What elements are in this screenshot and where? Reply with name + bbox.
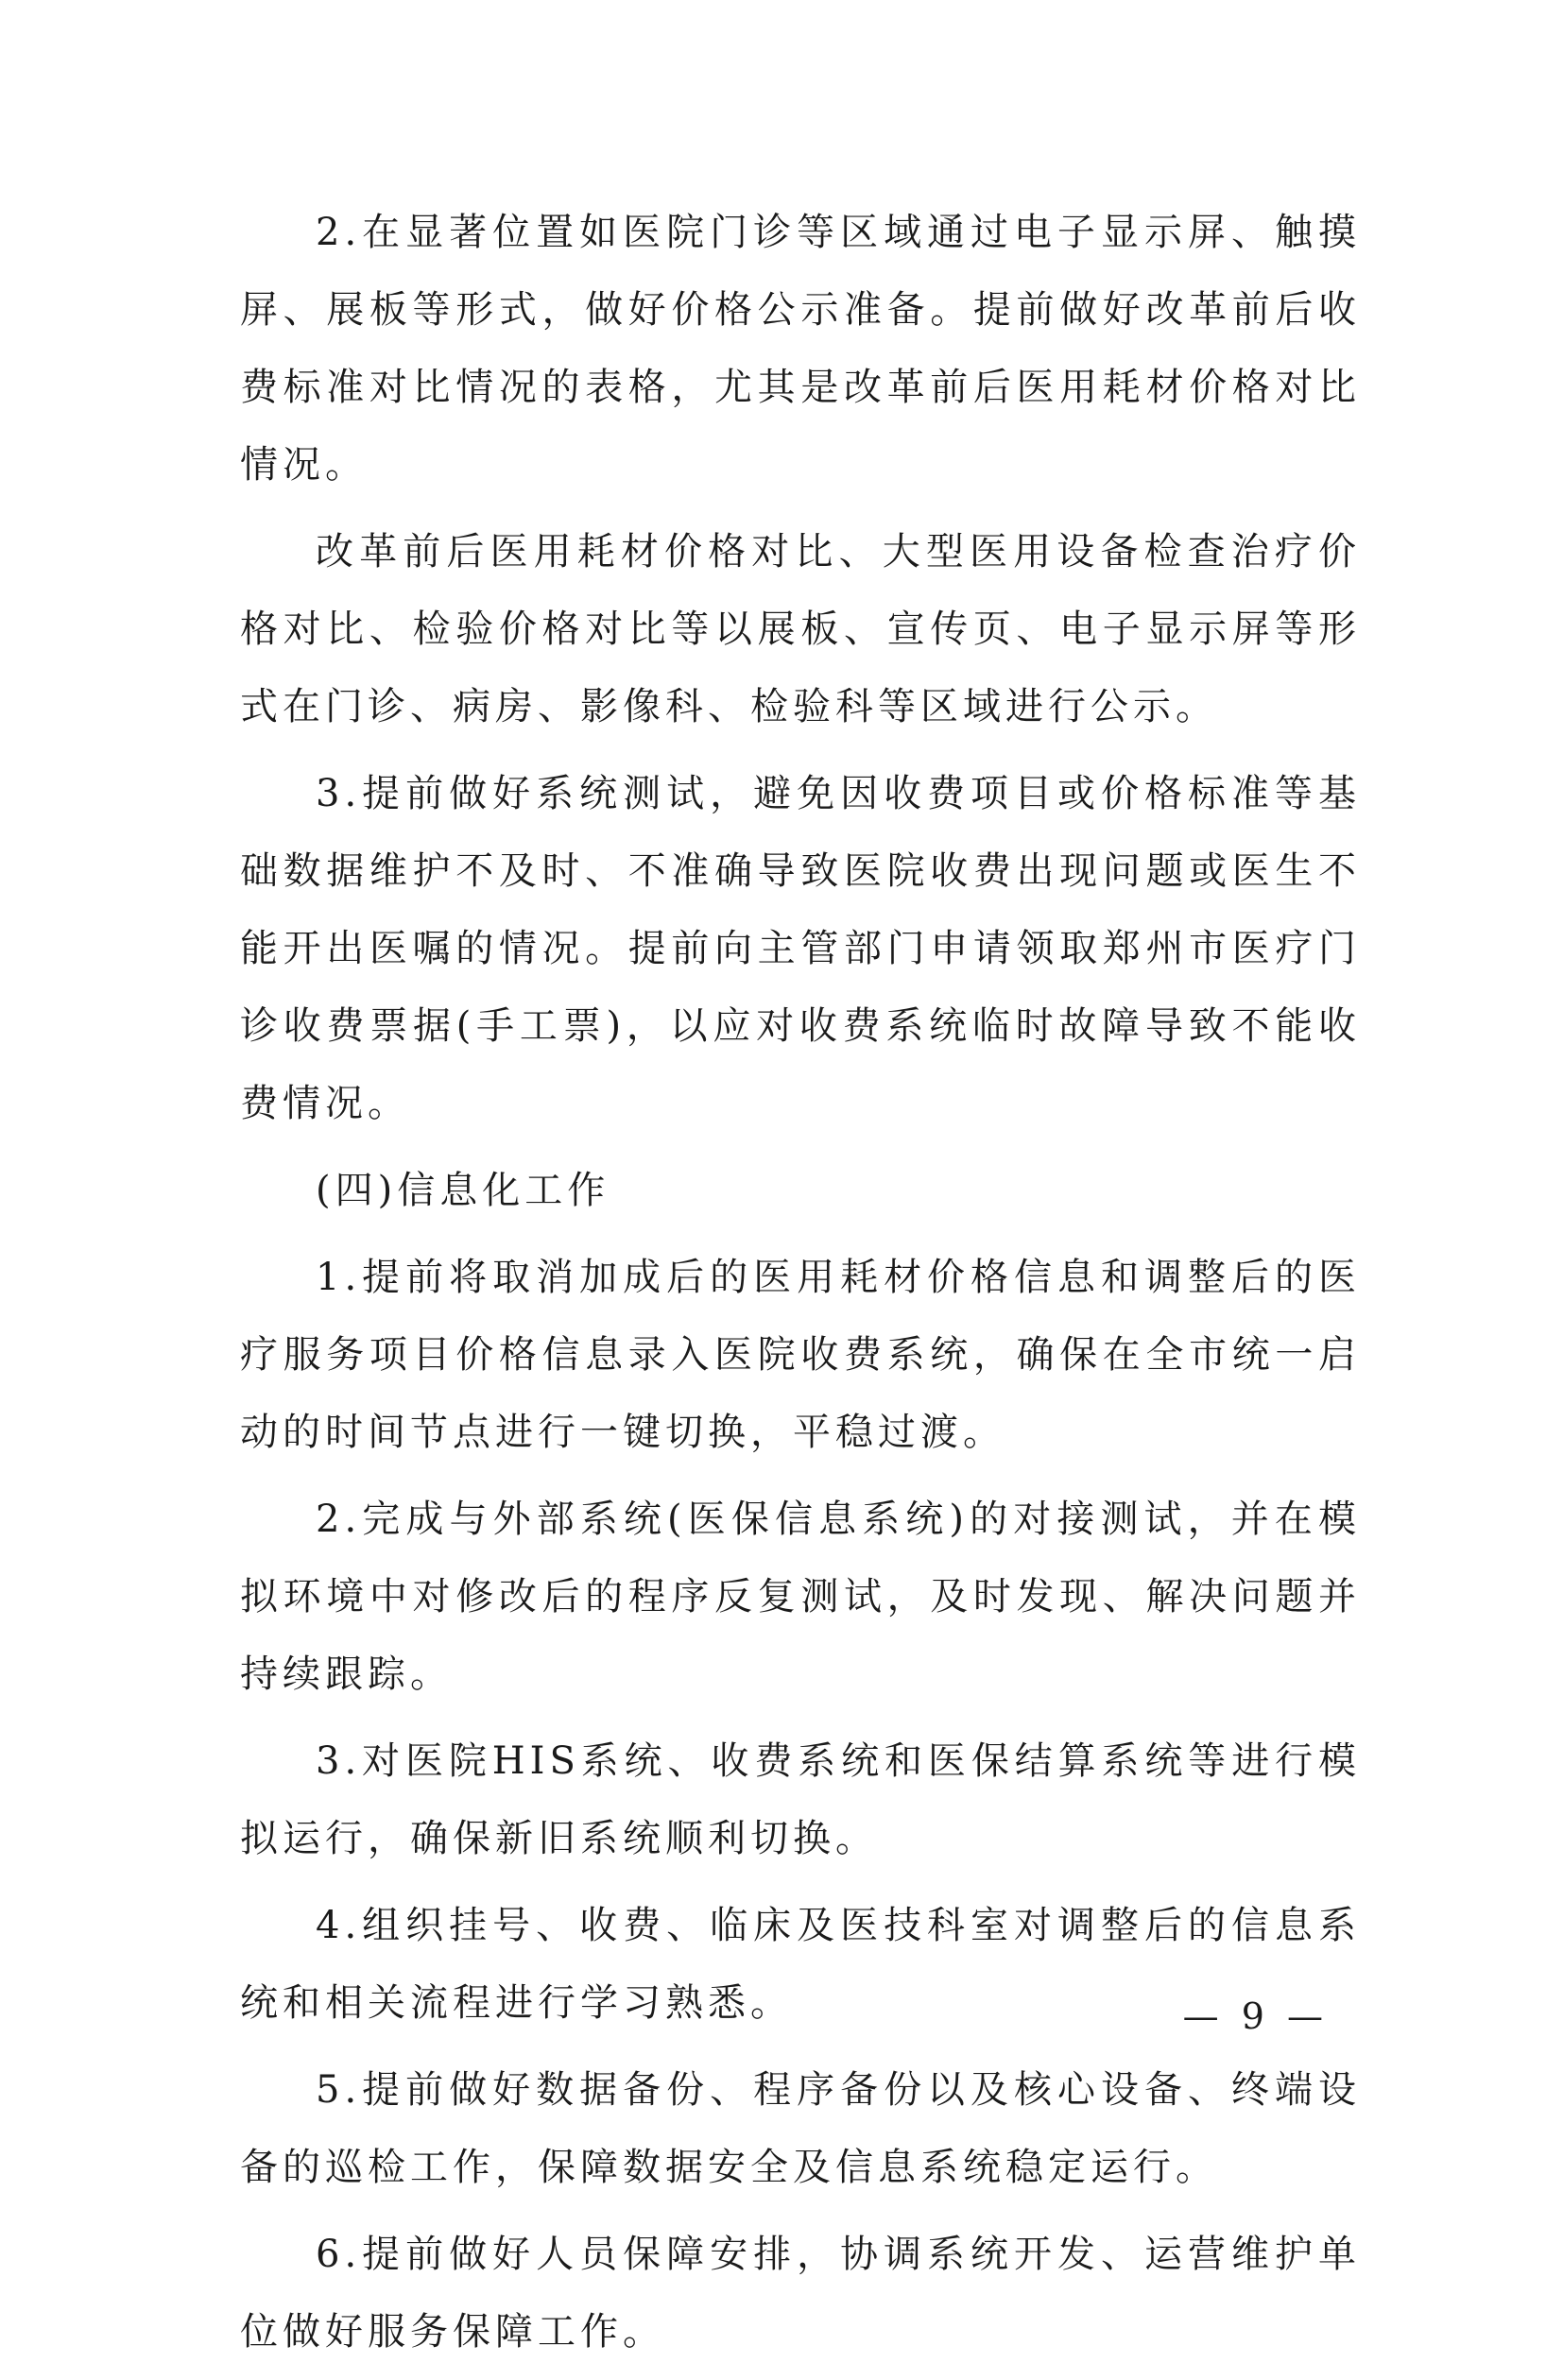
paragraph-interface-testing: 2.完成与外部系统(医保信息系统)的对接测试，并在模拟环境中对修改后的程序反复测试，及时发现、解决问题并持续跟踪。 <box>240 1498 1361 1696</box>
paragraph-simulation-run: 3.对医院HIS系统、收费系统和医保结算系统等进行模拟运行，确保新旧系统顺利切换。 <box>240 1739 1361 1860</box>
paragraph-price-entry: 1.提前将取消加成后的医用耗材价格信息和调整后的医疗服务项目价格信息录入医院收费系统，确保在全市统一启动的时间节点进行一键切换，平稳过渡。 <box>240 1256 1361 1454</box>
section-heading-informatization: (四)信息化工作 <box>316 1169 610 1212</box>
paragraph-price-comparison: 改革前后医用耗材价格对比、大型医用设备检查治疗价格对比、检验价格对比等以展板、宣传页、电子显示屏等形式在门诊、病房、影像科、检验科等区域进行公示。 <box>240 530 1361 728</box>
paragraph-system-testing: 3.提前做好系统测试，避免因收费项目或价格标准等基础数据维护不及时、不准确导致医院收费出现问题或医生不能开出医嘱的情况。提前向主管部门申请领取郑州市医疗门诊收费票据(手工票)，以应对收费系统临时故障导致不能收费情况。 <box>240 772 1361 1125</box>
paragraph-display-prep: 2.在显著位置如医院门诊等区域通过电子显示屏、触摸屏、展板等形式，做好价格公示准备。提前做好改革前后收费标准对比情况的表格，尤其是改革前后医用耗材价格对比情况。 <box>240 211 1361 487</box>
paragraph-personnel-support: 6.提前做好人员保障安排，协调系统开发、运营维护单位做好服务保障工作。 <box>240 2233 1361 2354</box>
paragraph-staff-training: 4.组织挂号、收费、临床及医技科室对调整后的信息系统和相关流程进行学习熟悉。 <box>240 1904 1361 2025</box>
page-number: — 9 — <box>1182 1995 1329 2037</box>
document-body <box>240 194 1361 2380</box>
paragraph-data-backup: 5.提前做好数据备份、程序备份以及核心设备、终端设备的巡检工作，保障数据安全及信息系统稳定运行。 <box>240 2068 1361 2189</box>
